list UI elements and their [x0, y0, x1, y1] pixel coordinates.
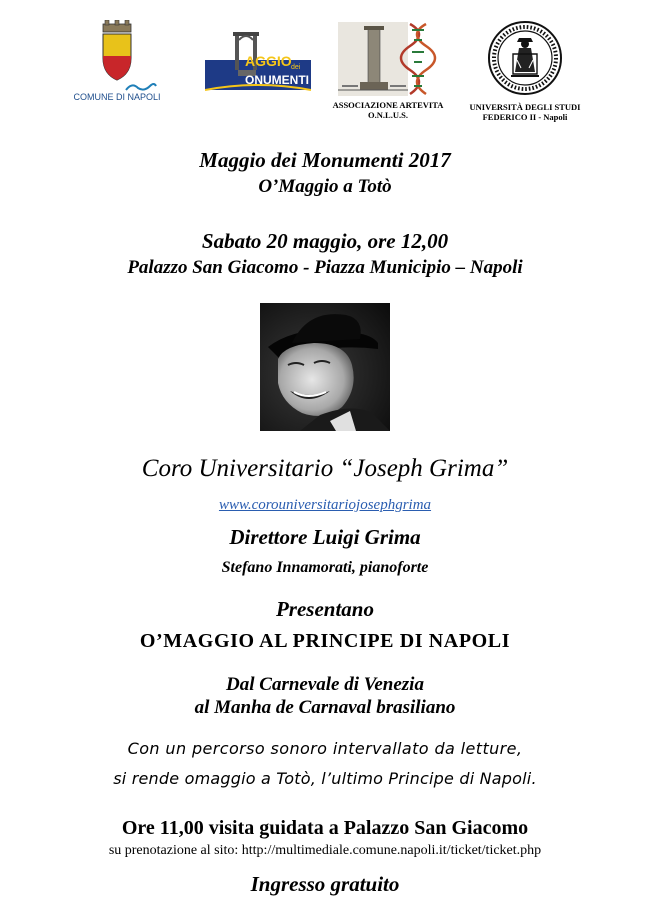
napoli-coat-of-arms-icon	[97, 20, 137, 82]
artevita-caption-1: ASSOCIAZIONE ARTEVITA	[332, 100, 444, 110]
unina-caption-1: UNIVERSITÀ DEGLI STUDI	[469, 102, 581, 112]
choir-name: Coro Universitario “Joseph Grima”	[141, 455, 509, 482]
booking-info: su prenotazione al sito: http://multimediale.comune.napoli.it/ticket/ticket.php	[108, 843, 542, 858]
svg-text:dei: dei	[291, 64, 301, 71]
column-dna-logo	[338, 22, 438, 96]
unina-caption-2: FEDERICO II - Napoli	[482, 112, 568, 122]
wave-icon	[124, 82, 158, 92]
logo-comune-di-napoli	[72, 20, 162, 102]
event-subtitle: O’Maggio a Totò	[258, 176, 392, 197]
presents-label: Presentano	[275, 597, 374, 621]
logo-universita-federico-ii	[462, 20, 588, 122]
toto-portrait-photo	[260, 303, 390, 431]
program-line-1: Dal Carnevale di Venezia	[226, 674, 424, 695]
maggio-dei-monumenti-logo	[205, 30, 311, 92]
program-title: O’MAGGIO AL PRINCIPE DI NAPOLI	[139, 630, 511, 652]
svg-text:AGGIO: AGGIO	[245, 53, 292, 69]
event-series-title: Maggio dei Monumenti 2017	[199, 148, 451, 172]
comune-caption: COMUNE DI NAPOLI	[73, 92, 161, 102]
description-line-2: si rende omaggio a Totò, l’ultimo Principe di Napoli.	[113, 769, 537, 788]
description-line-1: Con un percorso sonoro intervallato da letture,	[127, 739, 523, 758]
choir-pianist: Stefano Innamorati, pianoforte	[221, 559, 429, 576]
event-place: Palazzo San Giacomo - Piazza Municipio – Napoli	[127, 257, 523, 278]
choir-website-link-text[interactable]: www.corouniversitariojosephgrima	[218, 497, 432, 513]
event-date: Sabato 20 maggio, ore 12,00	[201, 229, 449, 253]
free-entry-label: Ingresso gratuito	[250, 872, 400, 896]
logo-maggio-dei-monumenti	[203, 30, 313, 97]
logo-associazione-artevita	[328, 22, 448, 120]
artevita-caption-2: O.N.L.U.S.	[368, 110, 408, 120]
guided-visit-headline: Ore 11,00 visita guidata a Palazzo San Giacomo	[121, 817, 529, 839]
program-line-2: al Manha de Carnaval brasiliano	[194, 697, 456, 718]
choir-website-link[interactable]	[0, 496, 650, 514]
svg-text:ONUMENTI: ONUMENTI	[245, 73, 309, 87]
university-seal-icon	[487, 20, 563, 96]
choir-director: Direttore Luigi Grima	[229, 525, 421, 549]
